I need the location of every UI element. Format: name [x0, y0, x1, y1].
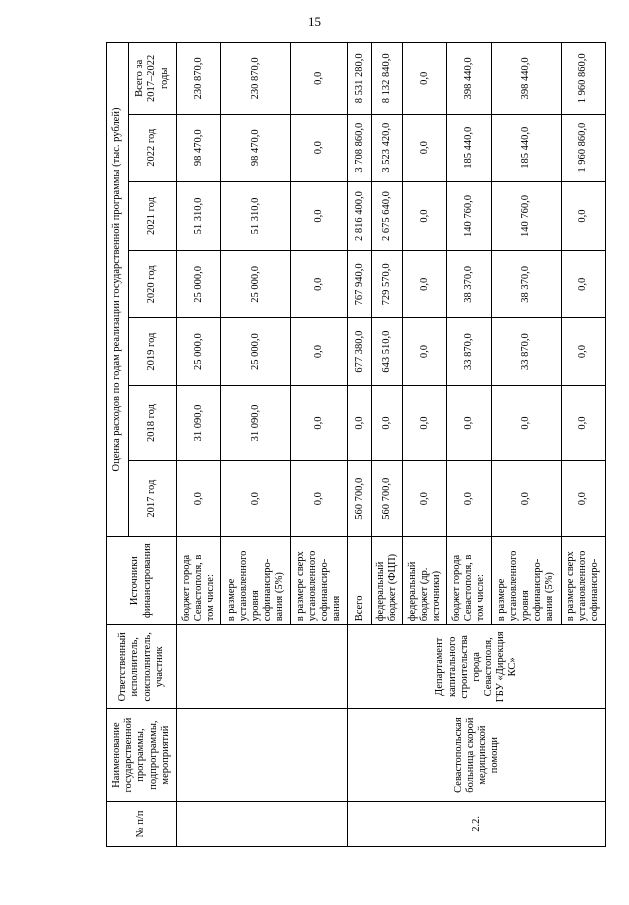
cell-value: 2 816 400,0 [348, 181, 372, 250]
cell-value: 0,0 [403, 251, 447, 318]
cell-value: 0,0 [447, 385, 491, 461]
header-year-2018: 2018 год [129, 385, 177, 461]
cell-value: 38 370,0 [491, 251, 561, 318]
cell-source: в размере сверх установленного софинансиро- [561, 537, 605, 625]
cell-value: 140 760,0 [491, 181, 561, 250]
cell-value: 8 531 280,0 [348, 43, 372, 115]
cell-source: бюджет города Севастополя, в том числе: [447, 537, 491, 625]
cell-value: 0,0 [561, 318, 605, 385]
cell-value: 398 440,0 [491, 43, 561, 115]
cell-source: федеральный бюджет (др. источники) [403, 537, 447, 625]
cell-value: 8 132 840,0 [372, 43, 403, 115]
cell-value: 51 310,0 [177, 181, 221, 250]
cell-value: 33 870,0 [491, 318, 561, 385]
cell-value: 0,0 [372, 385, 403, 461]
cell-source: в размере сверх установленного софинансиро-вания [291, 537, 348, 625]
header-year-2019: 2019 год [129, 318, 177, 385]
cell-value: 0,0 [177, 461, 221, 537]
cell-source: бюджет города Севастополя, в том числе: [177, 537, 221, 625]
cell-value: 25 000,0 [177, 318, 221, 385]
header-num: № п/п [107, 801, 177, 846]
budget-table [106, 42, 606, 847]
cell-source: федеральный бюджет (ФЦП) [372, 537, 403, 625]
cell-value: 0,0 [348, 385, 372, 461]
cell-value: 767 940,0 [348, 251, 372, 318]
header-year-2022: 2022 год [129, 114, 177, 181]
cell-value: 0,0 [403, 43, 447, 115]
header-year-2020: 2020 год [129, 251, 177, 318]
cell-value: 185 440,0 [491, 114, 561, 181]
header-year-2017: 2017 год [129, 461, 177, 537]
table-row [177, 43, 221, 847]
cell-value: 0,0 [561, 385, 605, 461]
header-total: Всего за 2017–2022 годы [129, 43, 177, 115]
cell-value: 31 090,0 [177, 385, 221, 461]
cell-value: 0,0 [291, 385, 348, 461]
cell-value: 0,0 [403, 318, 447, 385]
cell-value: 677 380,0 [348, 318, 372, 385]
cell-source: Всего [348, 537, 372, 625]
header-name: Наименование государственной программы, подпрограммы, мероприятий [107, 709, 177, 801]
cell-source: в размере установленного уровня софинансиро-вания (5%) [221, 537, 291, 625]
cell-value: 560 700,0 [348, 461, 372, 537]
cell-responsible: Департамент капитального строительства города Севастополя, ГБУ «Дирекция КС» [348, 625, 606, 709]
cell-value: 0,0 [291, 181, 348, 250]
cell-value: 0,0 [491, 461, 561, 537]
cell-value: 98 470,0 [221, 114, 291, 181]
header-responsible: Ответственный исполнитель, соисполнитель, участник [107, 625, 177, 709]
cell-name: Севастопольская больница скорой медицинской помощи [348, 709, 606, 801]
cell-num-empty [177, 801, 348, 846]
cell-value: 1 960 860,0 [561, 114, 605, 181]
cell-value: 38 370,0 [447, 251, 491, 318]
header-sources: Источники финансирования [107, 537, 177, 625]
header-year-2021: 2021 год [129, 181, 177, 250]
cell-value: 31 090,0 [221, 385, 291, 461]
cell-value: 398 440,0 [447, 43, 491, 115]
cell-value: 1 960 860,0 [561, 43, 605, 115]
cell-responsible-empty [177, 625, 348, 709]
cell-value: 25 000,0 [177, 251, 221, 318]
cell-value: 0,0 [291, 114, 348, 181]
cell-value: 0,0 [221, 461, 291, 537]
page-number: 15 [308, 14, 321, 29]
cell-value: 0,0 [291, 43, 348, 115]
cell-value: 0,0 [403, 385, 447, 461]
cell-value: 0,0 [447, 461, 491, 537]
cell-num: 2.2. [348, 801, 606, 846]
cell-value: 643 510,0 [372, 318, 403, 385]
cell-value: 0,0 [561, 181, 605, 250]
cell-value: 230 870,0 [177, 43, 221, 115]
cell-value: 0,0 [561, 251, 605, 318]
table-row [348, 43, 372, 847]
cell-value: 98 470,0 [177, 114, 221, 181]
cell-value: 0,0 [491, 385, 561, 461]
cell-value: 3 708 860,0 [348, 114, 372, 181]
cell-value: 0,0 [403, 114, 447, 181]
cell-value: 0,0 [291, 251, 348, 318]
cell-value: 185 440,0 [447, 114, 491, 181]
cell-value: 140 760,0 [447, 181, 491, 250]
cell-name-empty [177, 709, 348, 801]
cell-value: 0,0 [291, 318, 348, 385]
cell-value: 0,0 [403, 461, 447, 537]
cell-value: 51 310,0 [221, 181, 291, 250]
table-viewport [106, 42, 606, 847]
cell-source: в размере установленного уровня софинансиро-вания (5%) [491, 537, 561, 625]
header-estimate-group: Оценка расходов по годам реализации государственной программы (тыс. рублей) [107, 43, 129, 537]
cell-value: 3 523 420,0 [372, 114, 403, 181]
cell-value: 560 700,0 [372, 461, 403, 537]
cell-value: 25 000,0 [221, 318, 291, 385]
cell-value: 33 870,0 [447, 318, 491, 385]
cell-value: 2 675 640,0 [372, 181, 403, 250]
cell-value: 0,0 [561, 461, 605, 537]
cell-value: 729 570,0 [372, 251, 403, 318]
cell-value: 0,0 [291, 461, 348, 537]
cell-value: 0,0 [403, 181, 447, 250]
cell-value: 230 870,0 [221, 43, 291, 115]
cell-value: 25 000,0 [221, 251, 291, 318]
